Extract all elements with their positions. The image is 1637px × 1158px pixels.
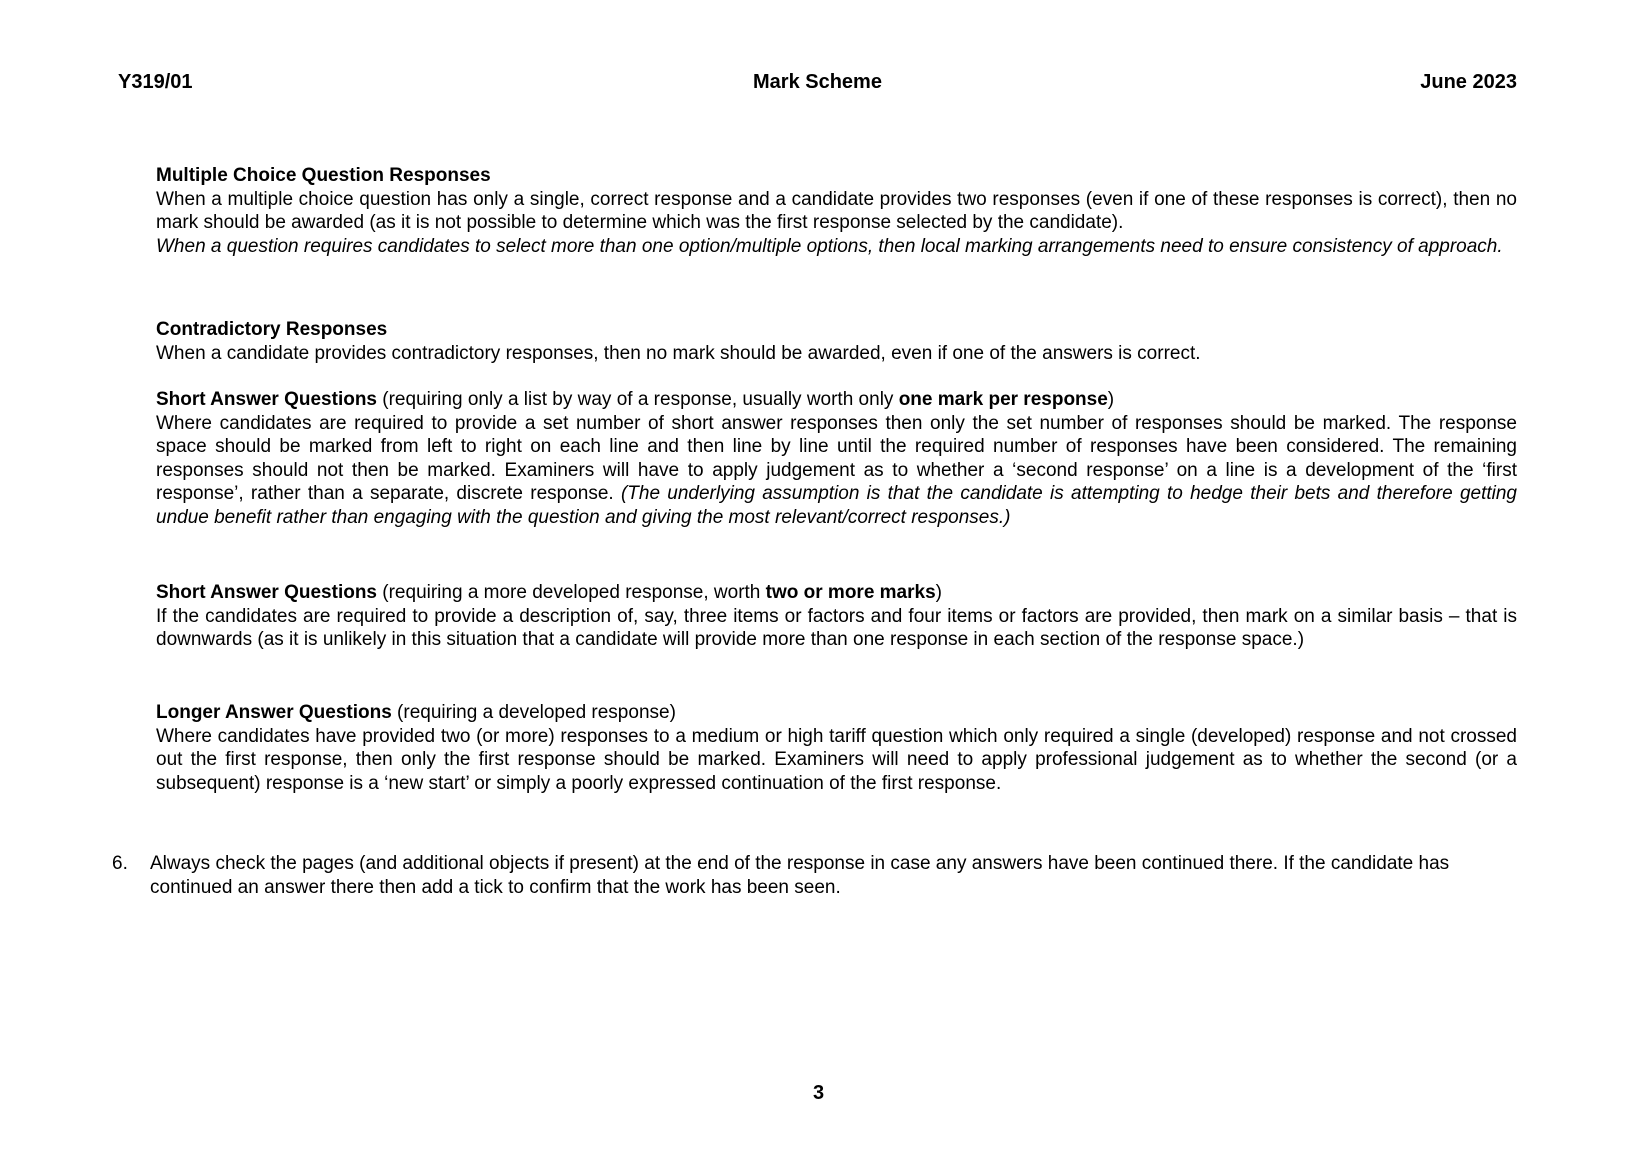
heading-bold-part-2: one mark per response — [898, 389, 1108, 410]
section-contradictory — [156, 318, 1517, 365]
heading-bold-part: Short Answer Questions — [156, 582, 377, 603]
page-header — [118, 70, 1517, 94]
doc-title: Mark Scheme — [753, 71, 882, 93]
section-note-multiple-choice: When a question requires candidates to select more than one option/multiple options, then local marking arrangements need to ensure consistency of approach. — [156, 235, 1503, 257]
heading-bold-part-2: two or more marks — [765, 582, 936, 603]
heading-regular-part: (requiring a more developed response, worth — [377, 582, 766, 603]
heading-regular-part: (requiring a developed response) — [391, 702, 676, 723]
item-number: 6. — [112, 853, 128, 874]
section-heading-short-answer-developed — [156, 581, 1517, 605]
section-heading-multiple-choice: Multiple Choice Question Responses — [156, 165, 491, 186]
heading-close-paren: ) — [935, 582, 942, 603]
body-italic-part: (The underlying assumption is that the candidate is attempting to hedge their bets and therefore getting undue benefit rather than engaging with the question and giving the most relevant/correct responses.) — [156, 483, 1517, 528]
section-short-answer-developed — [156, 581, 1517, 652]
body-regular-part: Where candidates are required to provide a set number of short answer responses then only the set number of responses should be marked. The response space should be marked from left to right on each line and then line by line until the required number of responses have been considered. The remaining responses should not then be marked. Examiners will have to apply judgement as to whether a ‘second response’ on a line is a development of the ‘first response’, rather than a separate, discrete response. — [156, 412, 1517, 504]
heading-regular-part: (requiring only a list by way of a response, usually worth only — [377, 389, 899, 410]
item-text: Always check the pages (and additional objects if present) at the end of the response in case any answers have been continued there. If the candidate has continued an answer there then add a tick to confirm that the work has been seen. — [150, 853, 1450, 898]
page-number: 3 — [812, 1082, 825, 1104]
section-body-longer-answer: Where candidates have provided two (or more) responses to a medium or high tariff question which only required a single (developed) response and not crossed out the first response, then only the first response should be marked. Examiners will need to apply professional judgement as to whether the second (or a subsequent) response is a ‘new start’ or simply a poorly expressed continuation of the first response. — [156, 725, 1517, 794]
section-heading-short-answer-list — [156, 388, 1517, 412]
doc-code: Y319/01 — [118, 71, 193, 93]
heading-close-paren: ) — [1107, 389, 1115, 410]
section-heading-contradictory: Contradictory Responses — [156, 319, 388, 340]
section-heading-longer-answer — [156, 701, 1517, 725]
section-multiple-choice — [156, 164, 1517, 258]
numbered-item-6 — [112, 852, 1517, 899]
section-body-short-answer-developed: If the candidates are required to provide a description of, say, three items or factors and four items or factors are provided, then mark on a similar basis – that is downwards (as it is unlikely in this situation that a candidate will provide more than one response in each section of the response space.) — [156, 605, 1517, 650]
doc-date: June 2023 — [1420, 71, 1517, 93]
page-footer — [0, 1082, 1637, 1106]
section-longer-answer — [156, 701, 1517, 795]
heading-bold-part: Short Answer Questions — [156, 389, 377, 410]
section-body-contradictory: When a candidate provides contradictory responses, then no mark should be awarded, even if one of the answers is correct. — [156, 342, 1201, 364]
section-body-multiple-choice: When a multiple choice question has only a single, correct response and a candidate provides two responses (even if one of these responses is correct), then no mark should be awarded (as it is not possible to determine which was the first response selected by the candidate). — [156, 188, 1517, 233]
section-short-answer-list — [156, 388, 1517, 529]
heading-bold-part: Longer Answer Questions — [156, 702, 392, 723]
section-body-short-answer-list — [156, 412, 1517, 530]
